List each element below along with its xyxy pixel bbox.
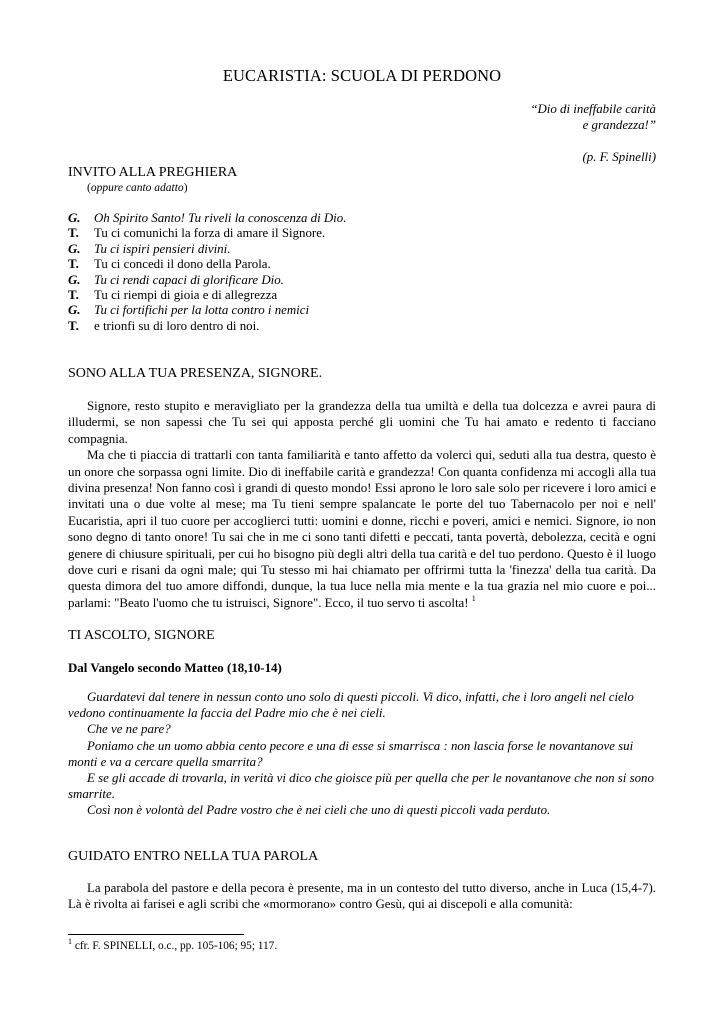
presenza-paragraph-2-text: Ma che ti piaccia di trattarli con tanta familiarità e tanto affetto da volerci qui, seduti alla tua destra, questo è un onore che sorpassa ogni limite. Dio di ineffabile carità e grandezza! Con quanta confidenza mi accogli alla tua divina presenza! Non fanno così i grandi di questo mondo! Essi aprono le loro sale solo per ricevere i loro amici e invitati una o due volte al mese; ma Tu tieni sempre spalancate le porte del tuo Tabernacolo per noi e nell' Eucaristia, apri il tuo cuore per accoglierci tutti: uomini e donne, ricchi e poveri, amici e nemici. Signore, io non sono degno di tanto onore! Tu sai che in me ci sono tanti difetti e peccati, tanta povertà, debolezza, cecità e ogni genere di chiusure spirituali, per cui ho bisogno più degli altri della tua carità e del tuo perdono. Questo è il luogo dove curi e risani da ogni male; qui Tu stesso mi hai chiamato per offrirmi tutta la 'finezza' della tua carità. Da questa dimora del tuo amore diffondi, dunque, la tua luce nella mia mente e la tua grazia nel mio cuore e poi... parlami: "Beato l'uomo che tu istruisci, Signore". Ecco, il tuo servo ti ascolta! (68, 448, 656, 610)
epigraph-quote (530, 102, 656, 133)
litany-line (68, 288, 346, 303)
litany-text: Tu ci riempi di gioia e di allegrezza (94, 288, 278, 303)
litany-speaker: G. (68, 241, 81, 256)
presenza-paragraph-2 (68, 447, 656, 611)
footnote-number: 1 (68, 937, 72, 946)
litany-line (68, 303, 346, 318)
footnote-reference: 1 (471, 593, 476, 603)
litany-text: Tu ci rendi capaci di glorificare Dio. (94, 272, 284, 287)
litany-line (68, 226, 346, 241)
gospel-verse: Che ve ne pare? (87, 722, 171, 737)
presenza-paragraph-1: Signore, resto stupito e meravigliato per la grandezza della tua umiltà e della tua dolcezza e avrei paura di illudermi, se non sapessi che Tu sei qui apposta perché gli uomini che Tu hai amato e redento ti facciano compagnia. (68, 399, 656, 446)
gospel-verse: Così non è volontà del Padre vostro che è nei cieli che uno di questi piccoli vada perduto. (87, 803, 551, 818)
epigraph-line-2: e grandezza!” (582, 117, 656, 132)
presenza-body (68, 398, 656, 611)
gospel-verse: E se gli accade di trovarla, in verità vi dico che gioisce più per quella che per le novantanove che non si sono smarrite. (68, 771, 654, 802)
guidato-body (68, 880, 656, 913)
gospel-verse: Guardatevi dal tenere in nessun conto uno solo di questi piccoli. Vi dico, infatti, che i loro angeli nel cielo vedono continuamente la faccia del Padre mio che è nei cieli. (68, 690, 634, 721)
footnote-text: cfr. F. SPINELLI, o.c., pp. 105-106; 95; 117. (72, 940, 278, 952)
litany-speaker: T. (68, 257, 79, 272)
invito-note (87, 182, 188, 194)
note-text: oppure canto adatto (90, 182, 184, 194)
litany-text: Tu ci concedi il dono della Parola. (94, 257, 271, 272)
section-heading-ascolto: TI ASCOLTO, SIGNORE (68, 628, 215, 643)
litany-speaker: G. (68, 272, 81, 287)
litany-text: Oh Spirito Santo! Tu riveli la conoscenza di Dio. (94, 211, 347, 225)
footnote-divider (68, 934, 244, 935)
section-heading-presenza: SONO ALLA TUA PRESENZA, SIGNORE. (68, 366, 323, 381)
epigraph-attribution: (p. F. Spinelli) (582, 150, 656, 164)
litany-speaker: G. (68, 211, 81, 225)
gospel-reference: Dal Vangelo secondo Matteo (18,10-14) (68, 661, 282, 675)
litany-speaker: T. (68, 226, 79, 241)
page-title: EUCARISTIA: SCUOLA DI PERDONO (222, 66, 502, 85)
litany-line (68, 211, 346, 226)
litany-line (68, 273, 346, 288)
gospel-text (68, 689, 656, 819)
litany-text: Tu ci comunichi la forza di amare il Signore. (94, 226, 326, 241)
litany-text: Tu ci ispiri pensieri divini. (94, 241, 231, 256)
section-heading-invito: INVITO ALLA PREGHIERA (68, 165, 238, 180)
gospel-verse: Poniamo che un uomo abbia cento pecore e una di esse si smarrisca : non lascia forse le novantanove sui monti e va a cercare quella smarrita? (68, 738, 634, 769)
note-open-paren: ( (87, 182, 91, 194)
epigraph-line-1: “Dio di ineffabile carità (530, 102, 656, 116)
litany-list (68, 211, 346, 334)
litany-speaker: G. (68, 303, 81, 318)
litany-line (68, 319, 346, 334)
section-heading-guidato: GUIDATO ENTRO NELLA TUA PAROLA (68, 849, 319, 864)
note-close-paren: ) (183, 182, 188, 194)
litany-speaker: T. (68, 288, 79, 303)
litany-text: Tu ci fortifichi per la lotta contro i nemici (94, 303, 310, 318)
litany-line (68, 242, 346, 257)
litany-line (68, 257, 346, 272)
litany-speaker: T. (68, 318, 79, 333)
guidato-paragraph: La parabola del pastore e della pecora è presente, ma in un contesto del tutto diverso, anche in Luca (15,4-7). Là è rivolta ai farisei e agli scribi che «mormorano» contro Gesù, qui ai discepoli e alla comunità: (68, 881, 656, 912)
litany-text: e trionfi su di loro dentro di noi. (94, 318, 260, 333)
footnote (68, 937, 278, 952)
